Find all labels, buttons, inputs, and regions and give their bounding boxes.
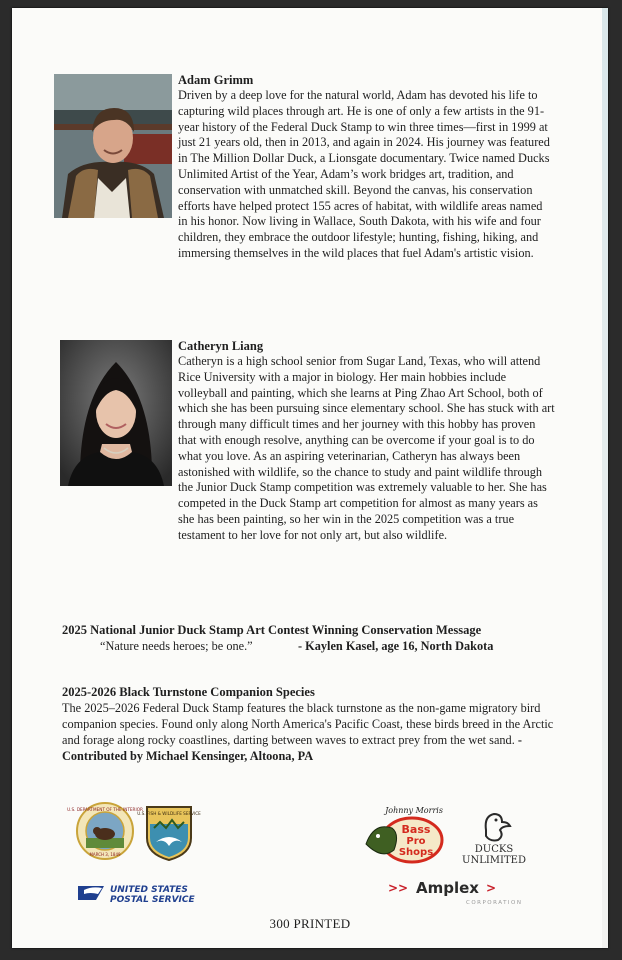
- interior-seal-text: U.S. DEPARTMENT OF THE INTERIOR: [67, 807, 143, 812]
- usps-line-1: UNITED STATES: [110, 885, 188, 895]
- bps-script: Johnny Morris: [385, 806, 443, 815]
- bass-pro-shops-logo: [364, 804, 444, 864]
- bio-text-catheryn: Catheryn is a high school senior from Sugar Land, Texas, who will attend Rice University with a major in biology. Her main hobbies include volleyball and painting, which she learns at Ping Zhao Art School, both of which she has been pursuing since elementary school. She has stuck with art through many difficult times and her journey with this hobby has proven that with enough resolve, anything can be overcome if your goal is to do what you love. As an aspiring veterinarian, Catheryn has always been astonished with wildlife, so the chance to study and paint wildlife through the Junior Duck Stamp competition was extremely valuable to her. She has competed in the Duck Stamp art competition for almost as many years as she has been painting, so her win in the 2025 competition was a true testament to her love for not only art, but also wildlife.: [178, 354, 555, 542]
- amplex-wordmark: Amplex: [416, 879, 479, 897]
- bps-word-3: Shops: [398, 847, 434, 858]
- bps-word-1: Bass: [401, 823, 431, 836]
- companion-species-body: The 2025–2026 Federal Duck Stamp features the black turnstone as the non-game migratory bird companion species. Found only along North America's Pacific Coast, these birds breed in the Arctic and forage along rocky coastlines, darting between waves to extract prey from the wet sand.: [62, 701, 554, 747]
- fws-shield-logo: [137, 804, 201, 862]
- companion-species-attribution: - Contributed by Michael Kensinger, Altoona, PA: [62, 733, 522, 763]
- print-run-footer: 300 PRINTED: [269, 916, 351, 931]
- bio-text-adam: Driven by a deep love for the natural world, Adam has devoted his life to capturing wild places through art. He is one of only a few artists in the 91-year history of the Federal Duck Stamp to win three times—first in 1999 at just 21 years old, then in 2013, and again in 2024. His journey was featured in The Million Dollar Duck, a Lionsgate documentary. Twice named Ducks Unlimited Artist of the Year, Adam’s work bridges art, tradition, and conservation with unmatched skill. Beyond the canvas, his conservation efforts have helped protect 155 acres of habitat, with wildlife areas named in his honor. Now living in Wallace, South Dakota, with his wife and four children, they embrace the outdoor lifestyle; hunting, fishing, hiking, and immersing themselves in the wild places that fuel Adam's artistic vision.: [178, 88, 550, 260]
- interior-seal-date: MARCH 3, 1849: [89, 852, 121, 857]
- conservation-quote: “Nature needs heroes; be one.”: [100, 639, 253, 653]
- conservation-message-title: 2025 National Junior Duck Stamp Art Contest Winning Conservation Message: [62, 623, 482, 637]
- interior-seal-logo: [67, 802, 143, 860]
- du-word-2: UNLIMITED: [462, 855, 526, 866]
- companion-species-text: [62, 700, 558, 764]
- catheryn-liang-photo: [60, 340, 172, 486]
- amplex-subtitle: CORPORATION: [466, 900, 523, 906]
- companion-species-title: 2025-2026 Black Turnstone Companion Species: [62, 685, 315, 699]
- amplex-chevrons-left-icon: >>: [388, 881, 409, 895]
- usps-line-2: POSTAL SERVICE: [110, 895, 195, 905]
- amplex-chevron-right-icon: >: [486, 881, 497, 895]
- bps-word-2: Pro: [406, 836, 426, 847]
- fws-shield-text: U.S. FISH & WILDLIFE SERVICE: [137, 811, 201, 816]
- program-page: [12, 8, 608, 948]
- adam-grimm-photo: [54, 74, 172, 218]
- amplex-logo: [386, 876, 536, 908]
- page-edge: [602, 8, 608, 948]
- conservation-attribution: - Kaylen Kasel, age 16, North Dakota: [298, 639, 494, 653]
- bio-name-catheryn: Catheryn Liang: [178, 339, 264, 353]
- du-word-1: DUCKS: [474, 844, 514, 855]
- usps-logo: [76, 882, 206, 904]
- ducks-unlimited-logo: [456, 808, 532, 864]
- bio-name-adam: Adam Grimm: [178, 73, 254, 87]
